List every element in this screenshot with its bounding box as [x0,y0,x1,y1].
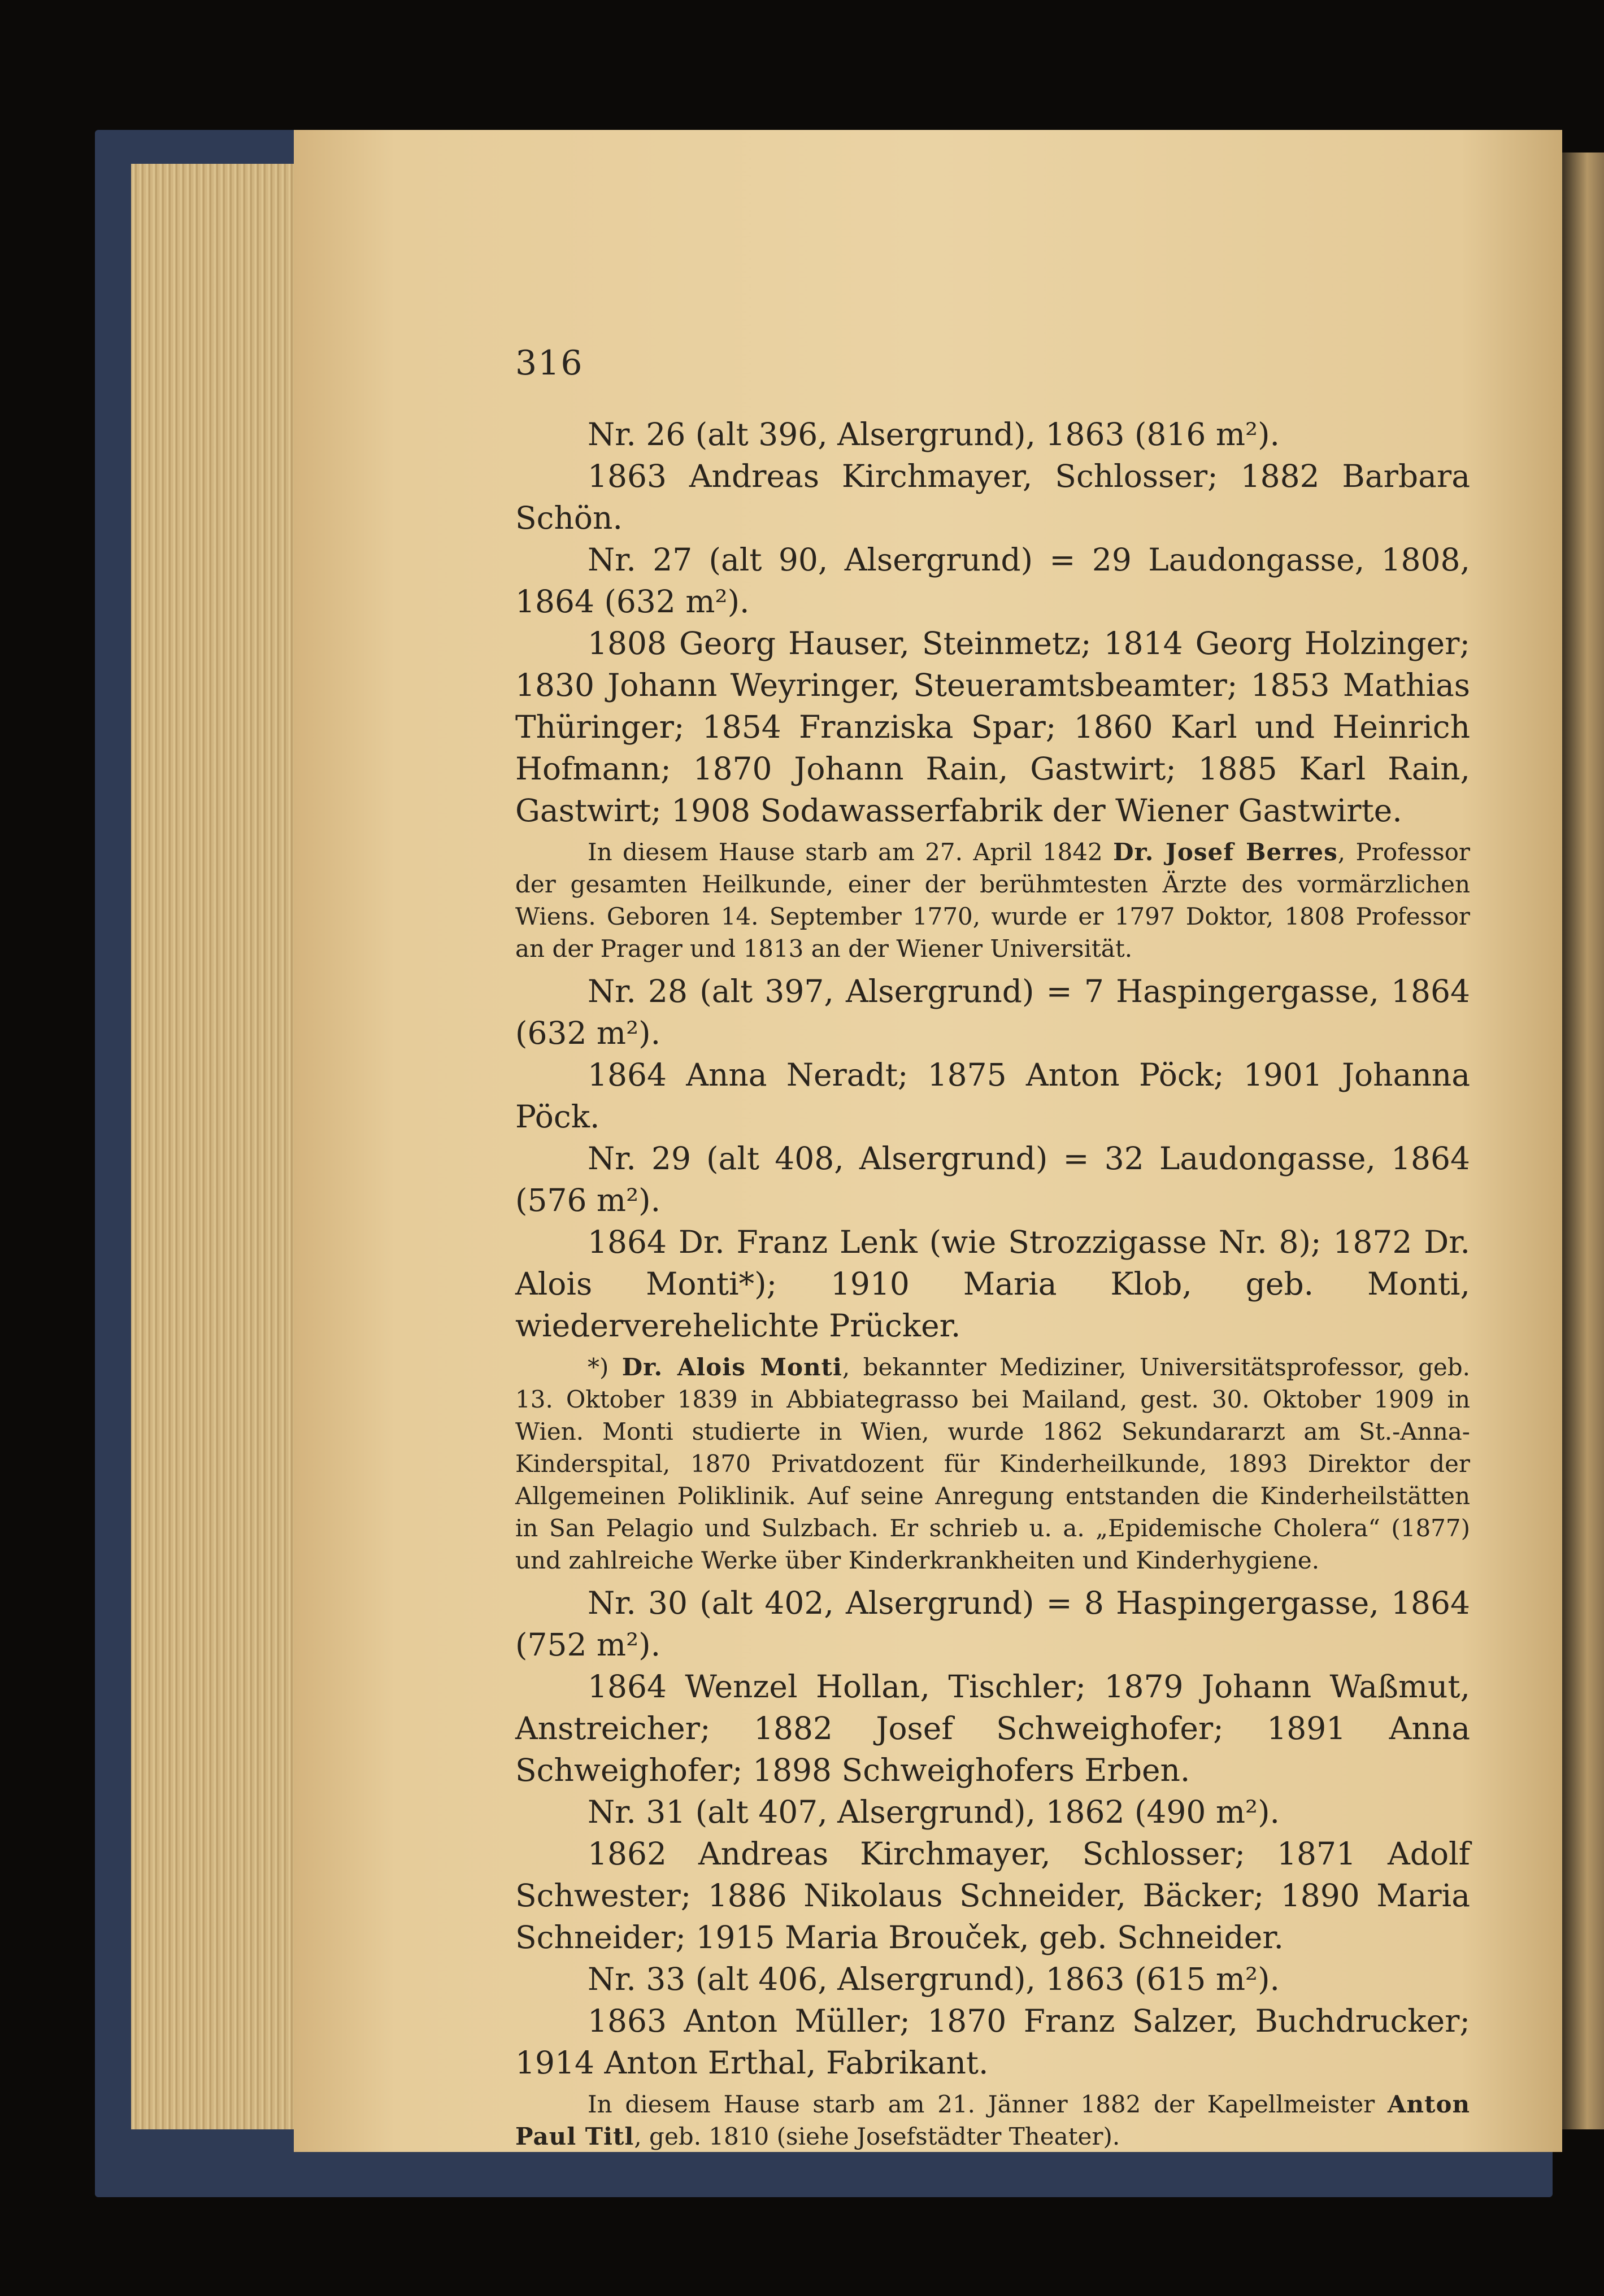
text-paragraph: 1864 Anna Neradt; 1875 Anton Pöck; 1901 Johanna Pöck. [515,1057,1470,1135]
text-paragraph: 1863 Anton Müller; 1870 Franz Salzer, Buchdrucker; 1914 Anton Erthal, Fabrikant. [515,2003,1470,2081]
person-name: Dr. Josef Berres [1113,838,1338,866]
text-paragraph: Nr. 26 (alt 396, Alsergrund), 1863 (816 m²). [588,416,1280,452]
text-paragraph: 1862 Andreas Kirchmayer, Schlosser; 1871 Adolf Schwester; 1886 Nikolaus Schneider, Bäcker; 1890 Maria Schneider; 1915 Maria Brouček, geb. Schneider. [515,1836,1470,1955]
text-paragraph: 1808 Georg Hauser, Steinmetz; 1814 Georg Holzinger; 1830 Johann Weyringer, Steueramtsbeamter; 1853 Mathias Thüringer; 1854 Franziska Spar; 1860 Karl und Heinrich Hofmann; 1870 Johann Rain, Gastwirt; 1885 Karl Rain, Gastwirt; 1908 Sodawasserfabrik der Wiener Gastwirte. [515,625,1470,829]
footnote-text: In diesem Hause starb am 27. April 1842 [588,838,1114,866]
person-name: Dr. Alois Monti [621,1353,842,1381]
facing-page-edge [1562,153,1604,2129]
text-paragraph: Nr. 27 (alt 90, Alsergrund) = 29 Laudongasse, 1808, 1864 (632 m²). [515,542,1470,620]
footnote-paragraph [515,2088,1470,2153]
page-edges [131,164,312,2129]
text-paragraph: Nr. 28 (alt 397, Alsergrund) = 7 Haspingergasse, 1864 (632 m²). [515,973,1470,1051]
footnote-text: *) [588,1353,622,1381]
footnote-paragraph [515,1351,1470,1576]
text-paragraph: 1864 Dr. Franz Lenk (wie Strozzigasse Nr. 8); 1872 Dr. Alois Monti*); 1910 Maria Klob, geb. Monti, wiederverehelichte Prücker. [515,1224,1470,1344]
text-paragraph: 1864 Wenzel Hollan, Tischler; 1879 Johann Waßmut, Anstreicher; 1882 Josef Schweighofer; 1891 Anna Schweighofer; 1898 Schweighofers Erben. [515,1668,1470,1788]
page-number: 316 [515,343,584,383]
text-paragraph: Nr. 31 (alt 407, Alsergrund), 1862 (490 m²). [588,1794,1280,1830]
text-paragraph: Nr. 30 (alt 402, Alsergrund) = 8 Haspingergasse, 1864 (752 m²). [515,1585,1470,1663]
text-paragraph: Nr. 29 (alt 408, Alsergrund) = 32 Laudongasse, 1864 (576 m²). [515,1140,1470,1218]
footnote-paragraph [515,836,1470,965]
footnote-text: In diesem Hause starb am 21. Jänner 1882 der Kapellmeister [588,2090,1388,2118]
person-name: Anton Paul Titl [515,2090,1470,2150]
text-paragraph: Nr. 33 (alt 406, Alsergrund), 1863 (615 m²). [588,1961,1280,1997]
text-paragraph: 1863 Andreas Kirchmayer, Schlosser; 1882 Barbara Schön. [515,458,1470,536]
footnote-text: , bekannter Mediziner, Universitätsprofessor, geb. 13. Oktober 1839 in Abbiategrasso bei Mailand, gest. 30. Oktober 1909 in Wien. Monti studierte in Wien, wurde 1862 Sekundararzt am St.-Anna-Kinderspital, 1870 Privatdozent für Kinderheilkunde, 1893 Direktor der Allgemeinen Poliklinik. Auf seine Anregung entstanden die Kinderheilstätten in San Pelagio und Sulzbach. Er schrieb u. a. „Epidemische Cholera“ (1877) und zahlreiche Werke über Kinderkrankheiten und Kinderhygiene. [515,1353,1470,1574]
page-text [515,413,1470,2158]
footnote-text: , geb. 1810 (siehe Josefstädter Theater). [634,2123,1120,2150]
footnote-text: , Professor der gesamten Heilkunde, einer der berühmtesten Ärzte des vormärzlichen Wiens. Geboren 14. September 1770, wurde er 1797 Doktor, 1808 Professor an der Prager und 1813 an der Wiener Universität. [515,838,1470,962]
